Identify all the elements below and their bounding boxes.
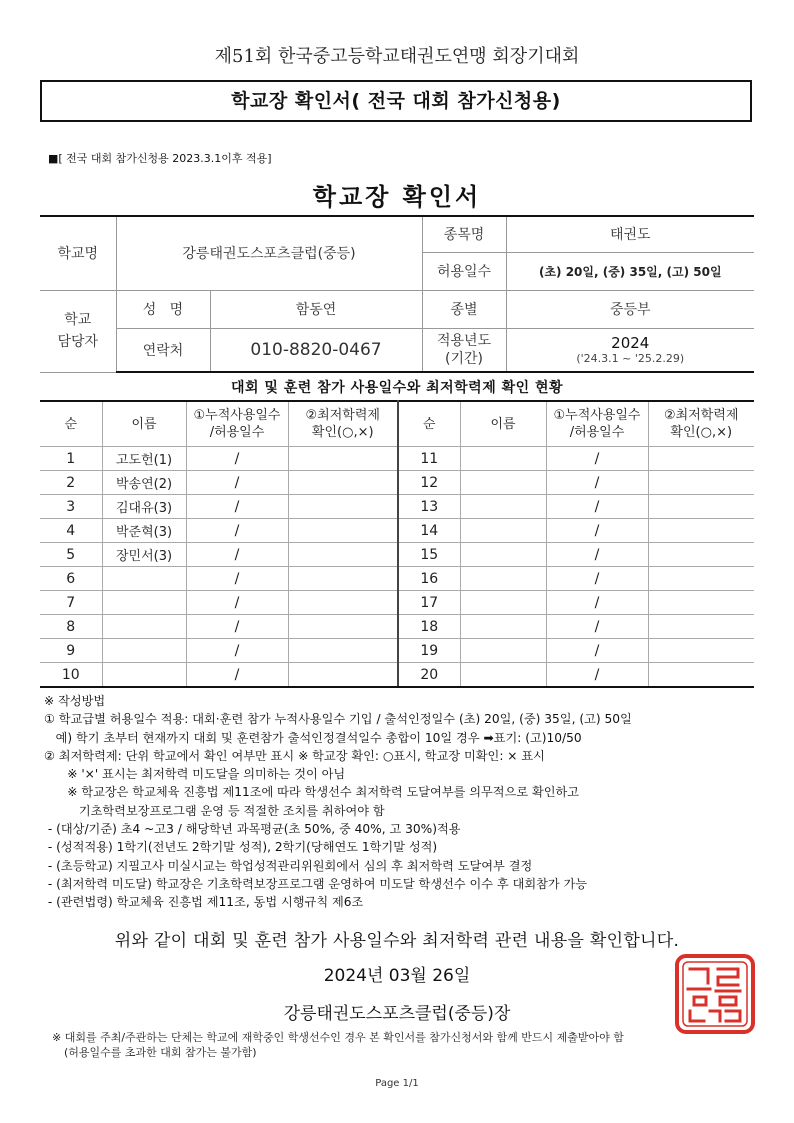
- instruction-line: - (초등학교) 지필고사 미실시교는 학업성적관리위원회에서 심의 후 최저학력 도달여부 결정: [44, 858, 533, 873]
- usage-days: /: [186, 615, 288, 639]
- athlete-name: [460, 495, 546, 519]
- instruction-line: 예) 학기 초부터 현재까지 대회 및 훈련참가 출석인정결석일수 총합이 10일 경우 ➡표기: (고)10/50: [44, 730, 582, 745]
- school-info-table: [40, 215, 754, 373]
- row-number: 5: [40, 543, 102, 567]
- signer-text: 강릉태권도스포츠클럽(중등)장: [283, 1004, 511, 1024]
- academic-check: [288, 471, 398, 495]
- usage-days: /: [546, 495, 648, 519]
- instruction-line: ※ 작성방법: [44, 694, 106, 708]
- confirmation-text: 위와 같이 대회 및 훈련 참가 사용일수와 최저학력 관련 내용을 확인합니다.: [114, 931, 680, 951]
- row-number: 13: [398, 495, 460, 519]
- table-row: [40, 567, 754, 591]
- instruction-line: ① 학교급별 허용일수 적용: 대회·훈련 참가 누적사용일수 기입 / 출석인정일수 (초) 20일, (중) 35일, (고) 50일: [44, 712, 632, 727]
- athlete-name: [460, 447, 546, 471]
- usage-days: /: [546, 471, 648, 495]
- row-number: 18: [398, 615, 460, 639]
- usage-days: /: [546, 447, 648, 471]
- academic-check: [648, 471, 754, 495]
- instruction-line: - (최저학력 미도달) 학교장은 기초학력보장프로그램 운영하여 미도달 학생선수 이수 후 대회참가 가능: [44, 876, 588, 891]
- academic-check: [288, 447, 398, 471]
- instruction-line: - (관련법령) 학교체육 진흥법 제11조, 동법 시행규칙 제6조: [44, 895, 364, 910]
- row-number: 14: [398, 519, 460, 543]
- official-seal-stamp: [674, 953, 756, 1035]
- header-usage-2: ①누적사용일수 /허용일수: [546, 401, 648, 447]
- year-period: ('24.3.1 ~ '25.2.29): [576, 352, 685, 366]
- athlete-name: [460, 519, 546, 543]
- academic-check: [288, 639, 398, 663]
- row-number: 6: [40, 567, 102, 591]
- table-row: [40, 639, 754, 663]
- year-cell: [506, 328, 754, 372]
- academic-check: [648, 519, 754, 543]
- academic-check: [288, 663, 398, 688]
- academic-check: [288, 591, 398, 615]
- row-number: 16: [398, 567, 460, 591]
- document-title-box: 학교장 확인서( 전국 대회 참가신청용): [40, 80, 752, 122]
- table-row: [40, 471, 754, 495]
- usage-days: /: [186, 471, 288, 495]
- row-number: 9: [40, 639, 102, 663]
- date-text: 2024년 03월 26일: [323, 966, 471, 986]
- school-name-value: 강릉태권도스포츠클럽(중등): [116, 216, 422, 290]
- athlete-name: [102, 591, 186, 615]
- row-number: 8: [40, 615, 102, 639]
- table-row: [40, 495, 754, 519]
- academic-check: [648, 639, 754, 663]
- usage-days: /: [546, 567, 648, 591]
- academic-check: [648, 663, 754, 688]
- usage-days: /: [546, 615, 648, 639]
- academic-check: [648, 615, 754, 639]
- table-row: [40, 543, 754, 567]
- row-number: 20: [398, 663, 460, 688]
- table-row: [40, 591, 754, 615]
- instruction-line: - (대상/기준) 초4 ~고3 / 해당학년 과목평균(초 50%, 중 40%, 고 30%)적용: [44, 822, 461, 837]
- row-number: 17: [398, 591, 460, 615]
- instruction-line: - (성적적용) 1학기(전년도 2학기말 성적), 2학기(당해연도 1학기말 성적): [44, 840, 438, 855]
- academic-check: [648, 495, 754, 519]
- footer-line: ※ 대회를 주최/주관하는 단체는 학교에 재학중인 학생선수인 경우 본 확인서를 참가신청서와 함께 반드시 제출받아야 함: [52, 1031, 624, 1044]
- manager-label: 학교 담당자: [40, 290, 116, 372]
- row-number: 1: [40, 447, 102, 471]
- athlete-name: [102, 615, 186, 639]
- row-number: 7: [40, 591, 102, 615]
- table-row: [40, 447, 754, 471]
- athlete-name: [460, 567, 546, 591]
- header-academic: ②최저학력제 확인(○,×): [288, 401, 398, 447]
- usage-days: /: [186, 591, 288, 615]
- usage-days: /: [186, 519, 288, 543]
- row-number: 4: [40, 519, 102, 543]
- academic-check: [288, 567, 398, 591]
- row-number: 15: [398, 543, 460, 567]
- instruction-line: ② 최저학력제: 단위 학교에서 확인 여부만 표시 ※ 학교장 확인: ○표시, 학교장 미확인: × 표시: [44, 748, 545, 763]
- header-num-2: 순: [398, 401, 460, 447]
- usage-days: /: [546, 543, 648, 567]
- academic-check: [648, 591, 754, 615]
- athlete-name: [460, 591, 546, 615]
- athlete-name: 박준혁(3): [102, 519, 186, 543]
- instruction-line: ※ '×' 표시는 최저학력 미도달을 의미하는 것이 아님: [44, 767, 346, 782]
- contact-label: 연락처: [116, 328, 210, 372]
- usage-days: /: [546, 519, 648, 543]
- instruction-line: ※ 학교장은 학교체육 진흥법 제11조에 따라 학생선수 최저학력 도달여부를 의무적으로 확인하고: [44, 785, 580, 800]
- row-number: 3: [40, 495, 102, 519]
- athlete-name: [102, 639, 186, 663]
- athlete-name: [102, 663, 186, 688]
- usage-days: /: [186, 567, 288, 591]
- athlete-name: [460, 615, 546, 639]
- academic-check: [648, 543, 754, 567]
- usage-days: /: [546, 639, 648, 663]
- manager-name-value: 함동연: [210, 290, 422, 328]
- academic-check: [648, 567, 754, 591]
- row-number: 10: [40, 663, 102, 688]
- athlete-name: 김대유(3): [102, 495, 186, 519]
- sport-label: 종목명: [422, 216, 506, 252]
- table-row: [40, 663, 754, 688]
- athlete-name: [460, 639, 546, 663]
- usage-days: /: [186, 663, 288, 688]
- athlete-name: [460, 663, 546, 688]
- manager-name-label: 성 명: [116, 290, 210, 328]
- header-num: 순: [40, 401, 102, 447]
- academic-check: [648, 447, 754, 471]
- usage-days: /: [186, 447, 288, 471]
- athlete-name: [460, 471, 546, 495]
- usage-days: /: [186, 495, 288, 519]
- usage-days: /: [546, 663, 648, 688]
- school-name-label: 학교명: [40, 216, 116, 290]
- footer-line: (허용일수를 초과한 대회 참가는 불가함): [64, 1046, 257, 1059]
- usage-days: /: [186, 639, 288, 663]
- sport-value: 태권도: [506, 216, 754, 252]
- athlete-rows: [40, 447, 754, 688]
- category-label: 종별: [422, 290, 506, 328]
- row-number: 19: [398, 639, 460, 663]
- section-title: 대회 및 훈련 참가 사용일수와 최저학력제 확인 현황: [230, 380, 564, 396]
- main-title: 학교장 확인서: [312, 183, 482, 211]
- allowed-days-value: (초) 20일, (중) 35일, (고) 50일: [506, 252, 754, 290]
- academic-check: [288, 519, 398, 543]
- academic-check: [288, 495, 398, 519]
- academic-check: [288, 615, 398, 639]
- year-label: 적용년도 (기간): [422, 328, 506, 372]
- athlete-name: 장민서(3): [102, 543, 186, 567]
- table-row: [40, 615, 754, 639]
- year-value: 2024: [611, 334, 650, 353]
- application-note: ■[ 전국 대회 참가신청용 2023.3.1이후 적용]: [48, 152, 272, 165]
- header-name-2: 이름: [460, 401, 546, 447]
- footer-note: [52, 1030, 772, 1060]
- usage-days: /: [546, 591, 648, 615]
- event-title: 제51회 한국중고등학교태권도연맹 회장기대회: [214, 46, 580, 67]
- row-number: 2: [40, 471, 102, 495]
- header-usage: ①누적사용일수 /허용일수: [186, 401, 288, 447]
- header-academic-2: ②최저학력제 확인(○,×): [648, 401, 754, 447]
- athlete-name: [102, 567, 186, 591]
- page-number: Page 1/1: [375, 1078, 419, 1089]
- row-number: 12: [398, 471, 460, 495]
- row-number: 11: [398, 447, 460, 471]
- instruction-line: 기초학력보장프로그램 운영 등 적절한 조치를 취하여야 함: [44, 803, 385, 818]
- allowed-days-label: 허용일수: [422, 252, 506, 290]
- table-row: [40, 519, 754, 543]
- athlete-name: 고도헌(1): [102, 447, 186, 471]
- academic-check: [288, 543, 398, 567]
- athlete-table: [40, 400, 754, 688]
- header-name: 이름: [102, 401, 186, 447]
- category-value: 중등부: [506, 290, 754, 328]
- athlete-name: 박송연(2): [102, 471, 186, 495]
- instructions: [44, 692, 764, 912]
- athlete-name: [460, 543, 546, 567]
- contact-value: 010-8820-0467: [210, 328, 422, 372]
- usage-days: /: [186, 543, 288, 567]
